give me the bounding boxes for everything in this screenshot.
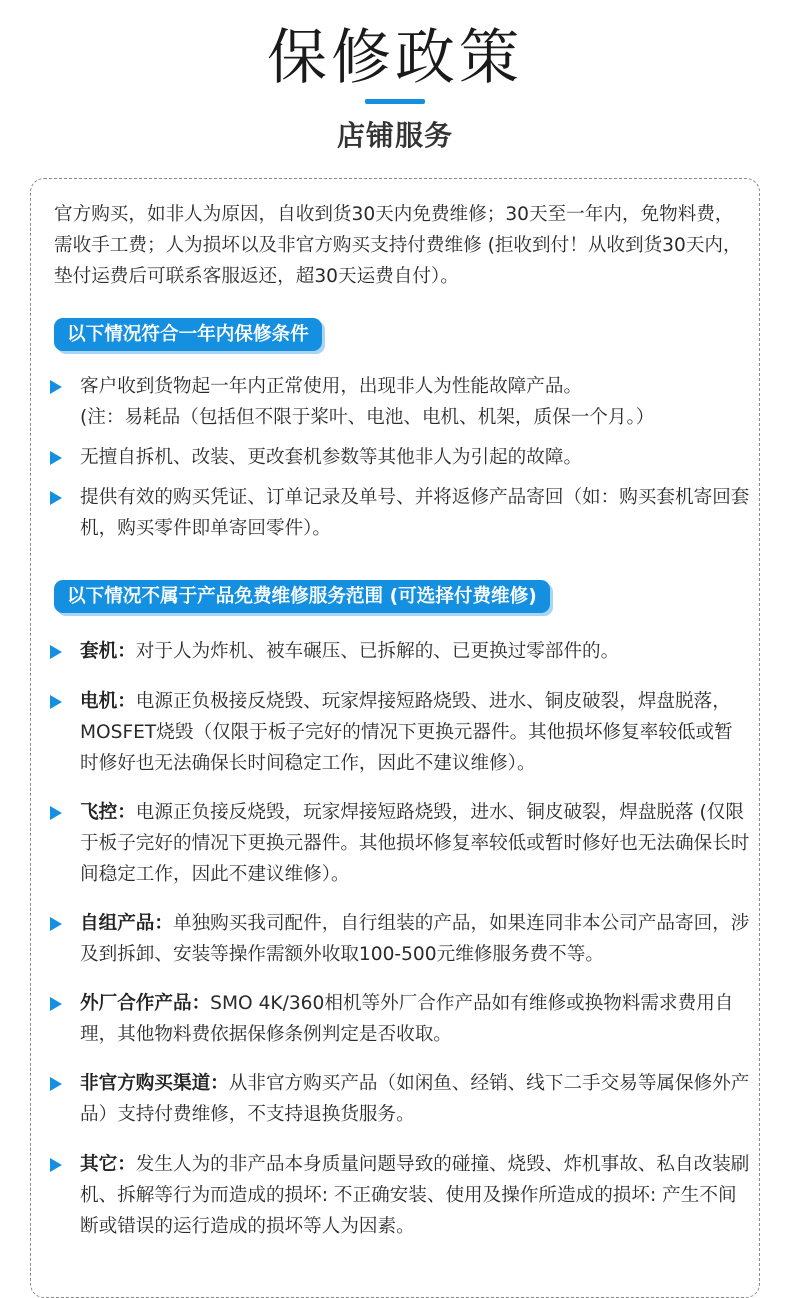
paid-repair-item-text: 电源正负极接反烧毁、玩家焊接短路烧毁、进水、铜皮破裂，焊盘脱落，MOSFET烧毁（仅限于板子完好的情况下更换元器件。其他损坏修复率较低或暂时修好也无法确保长时间稳定工作，因此不建议维修）。 (80, 691, 733, 774)
paid-repair-item-label: 其它： (80, 1154, 136, 1175)
warranty-condition-item: 提供有效的购买凭证、订单记录及单号、并将返修产品寄回（如：购买套机寄回套机，购买零件即单寄回零件）。 (80, 487, 750, 539)
paid-repair-item-label: 非官方购买渠道： (80, 1073, 229, 1094)
paid-repair-item-text: SMO 4K/360相机等外厂合作产品如有维修或换物料需求费用自理，其他物料费依据保修条例判定是否收取。 (80, 993, 734, 1045)
section-heading-paid-repair: 以下情况不属于产品免费维修服务范围 (可选择付费维修) (54, 580, 550, 613)
page-title: 保修政策 (267, 23, 523, 93)
paid-repair-item-label: 自组产品： (80, 913, 173, 934)
triangle-bullet-icon (50, 806, 62, 820)
section-heading-warranty-conditions: 以下情况符合一年内保修条件 (54, 318, 322, 351)
paid-repair-item-text: 发生人为的非产品本身质量问题导致的碰撞、烧毁、炸机事故、私自改装刷机、拆解等行为而造成的损坏: 不正确安装、使用及操作所造成的损坏: 产生不间断或错误的运行造成的损坏等人为因素。 (80, 1154, 750, 1237)
triangle-bullet-icon (50, 451, 62, 465)
triangle-bullet-icon (50, 917, 62, 931)
triangle-bullet-icon (50, 491, 62, 505)
paid-repair-item (80, 636, 750, 667)
triangle-bullet-icon (50, 1158, 62, 1172)
warranty-condition-line: 客户收到货物起一年内正常使用，出现非人为性能故障产品。 (80, 376, 583, 397)
triangle-bullet-icon (50, 645, 62, 659)
triangle-bullet-icon (50, 380, 62, 394)
paid-repair-item-text: 单独购买我司配件，自行组装的产品，如果连同非本公司产品寄回，涉及到拆卸、安装等操作需额外收取100-500元维修服务费不等。 (80, 913, 750, 965)
paid-repair-item (80, 797, 750, 890)
paid-repair-item-text: 电源正负接反烧毁，玩家焊接短路烧毁，进水、铜皮破裂，焊盘脱落 (仅限于板子完好的情况下更换元器件。其他损坏修复率较低或暂时修好也无法确保长时间稳定工作，因此不建议维修）。 (80, 802, 750, 885)
paid-repair-item-text: 对于人为炸机、被车碾压、已拆解的、已更换过零部件的。 (135, 641, 620, 662)
paid-repair-item (80, 908, 750, 970)
warranty-condition-item: 无擅自拆机、改装、更改套机参数等其他非人为引起的故障。 (80, 447, 583, 468)
paid-repair-item (80, 1068, 750, 1130)
paid-repair-item (80, 686, 750, 779)
warranty-condition-item (80, 371, 750, 433)
paid-repair-item-text: 从非官方购买产品（如闲鱼、经销、线下二手交易等属保修外产品）支持付费维修，不支持退换货服务。 (80, 1073, 750, 1125)
triangle-bullet-icon (50, 695, 62, 709)
triangle-bullet-icon (50, 1077, 62, 1091)
triangle-bullet-icon (50, 997, 62, 1011)
page-subtitle: 店铺服务 (336, 119, 453, 152)
paid-repair-item (80, 988, 750, 1050)
paid-repair-item-label: 飞控： (80, 802, 136, 823)
intro-paragraph: 官方购买，如非人为原因，自收到货30天内免费维修；30天至一年内，免物料费，需收手工费；人为损坏以及非官方购买支持付费维修 (拒收到付！从收到货30天内，垫付运费后可联系客服返还，超30天运费自付）。 (54, 204, 742, 287)
paid-repair-item (80, 1149, 750, 1242)
paid-repair-item-label: 套机： (80, 641, 136, 662)
paid-repair-item-label: 电机： (80, 691, 136, 712)
warranty-condition-note: (注：易耗品（包括但不限于桨叶、电池、电机、机架，质保一个月。） (80, 407, 655, 428)
paid-repair-item-label: 外厂合作产品： (80, 993, 211, 1014)
title-underline (365, 99, 425, 104)
